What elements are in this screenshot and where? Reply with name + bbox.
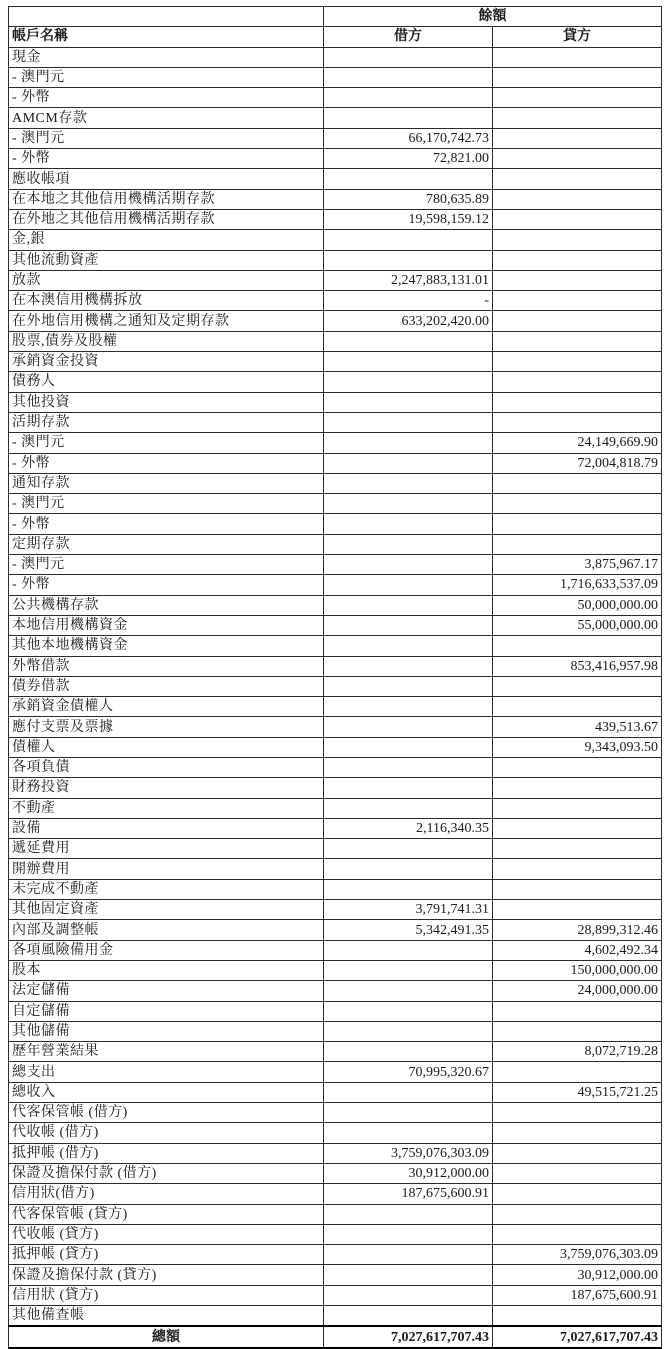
credit-cell [493,270,662,290]
account-name-cell: 總支出 [9,1062,324,1082]
credit-cell: 55,000,000.00 [493,615,662,635]
trial-balance-table [8,6,662,1349]
account-name-cell: 股本 [9,960,324,980]
credit-cell [493,1123,662,1143]
account-name-cell: 代收帳 (借方) [9,1123,324,1143]
debit-cell [324,1285,493,1305]
account-name-cell: 在外地之其他信用機構活期存款 [9,209,324,229]
debit-cell [324,392,493,412]
table-row [9,1306,662,1327]
table-row [9,412,662,432]
account-name-cell: 現金 [9,47,324,67]
table-row [9,1001,662,1021]
table-row [9,473,662,493]
account-name-cell: 放款 [9,270,324,290]
account-name-cell: 在外地信用機構之通知及定期存款 [9,311,324,331]
debit-cell [324,1123,493,1143]
credit-cell [493,676,662,696]
credit-cell [493,1021,662,1041]
debit-cell [324,595,493,615]
credit-cell [493,473,662,493]
credit-cell [493,1204,662,1224]
credit-cell [493,230,662,250]
account-name-cell: - 澳門元 [9,555,324,575]
account-name-cell: 承銷資金債權人 [9,697,324,717]
debit-cell [324,1224,493,1244]
credit-cell: 150,000,000.00 [493,960,662,980]
table-row [9,737,662,757]
table-row [9,250,662,270]
credit-cell [493,88,662,108]
debit-cell: - [324,291,493,311]
credit-cell [493,169,662,189]
table-row [9,331,662,351]
debit-cell [324,88,493,108]
account-name-cell: 各項風險備用金 [9,940,324,960]
table-row [9,940,662,960]
credit-cell [493,697,662,717]
debit-cell [324,859,493,879]
table-row [9,615,662,635]
account-name-cell: 其他固定資產 [9,900,324,920]
credit-cell: 49,515,721.25 [493,1082,662,1102]
account-name-cell: 應收帳項 [9,169,324,189]
table-row [9,1123,662,1143]
debit-cell [324,879,493,899]
account-name-cell: 其他流動資產 [9,250,324,270]
debit-cell: 5,342,491.35 [324,920,493,940]
table-row [9,798,662,818]
table-row [9,818,662,838]
debit-cell [324,615,493,635]
credit-cell [493,757,662,777]
credit-cell: 72,004,818.79 [493,453,662,473]
table-row [9,1082,662,1102]
debit-cell: 19,598,159.12 [324,209,493,229]
table-row [9,1163,662,1183]
table-row [9,1103,662,1123]
debit-cell: 72,821.00 [324,149,493,169]
debit-cell: 2,116,340.35 [324,818,493,838]
credit-cell [493,331,662,351]
debit-cell: 2,247,883,131.01 [324,270,493,290]
account-name-cell: 金,銀 [9,230,324,250]
debit-cell [324,169,493,189]
account-name-cell: - 外幣 [9,88,324,108]
table-row [9,169,662,189]
account-name-cell: 應付支票及票據 [9,717,324,737]
credit-cell: 853,416,957.98 [493,656,662,676]
table-row [9,879,662,899]
credit-cell [493,250,662,270]
table-row [9,311,662,331]
account-name-cell: 財務投資 [9,778,324,798]
debit-cell [324,940,493,960]
account-name-cell: 債權人 [9,737,324,757]
account-name-cell: 內部及調整帳 [9,920,324,940]
table-row [9,1245,662,1265]
trial-balance-sheet [8,6,661,1349]
account-name-cell: 債券借款 [9,676,324,696]
table-row [9,534,662,554]
account-name-cell: 債務人 [9,372,324,392]
account-name-cell: 設備 [9,818,324,838]
account-name-cell: 活期存款 [9,412,324,432]
account-name-cell: - 澳門元 [9,67,324,87]
table-row [9,189,662,209]
debit-cell [324,1265,493,1285]
debit-cell [324,656,493,676]
debit-cell [324,839,493,859]
account-name-cell: 開辦費用 [9,859,324,879]
table-row [9,960,662,980]
credit-cell [493,839,662,859]
debit-cell [324,636,493,656]
credit-cell: 30,912,000.00 [493,1265,662,1285]
debit-cell [324,250,493,270]
table-row [9,778,662,798]
account-name-cell: 其他投資 [9,392,324,412]
debit-cell [324,1204,493,1224]
table-row [9,494,662,514]
credit-cell [493,189,662,209]
table-row [9,453,662,473]
table-row [9,149,662,169]
debit-cell [324,1103,493,1123]
table-row [9,270,662,290]
table-row [9,717,662,737]
table-row [9,1265,662,1285]
credit-cell [493,798,662,818]
credit-cell: 9,343,093.50 [493,737,662,757]
account-name-cell: - 澳門元 [9,433,324,453]
table-row [9,920,662,940]
total-credit: 7,027,617,707.43 [493,1326,662,1348]
table-row [9,676,662,696]
total-row [9,1326,662,1348]
debit-cell [324,981,493,1001]
account-name-cell: 保證及擔保付款 (借方) [9,1163,324,1183]
account-name-cell: 公共機構存款 [9,595,324,615]
debit-cell [324,412,493,432]
account-name-cell: 抵押帳 (借方) [9,1143,324,1163]
credit-cell [493,1062,662,1082]
debit-cell: 3,791,741.31 [324,900,493,920]
credit-cell [493,494,662,514]
account-name-cell: 信用狀 (貸方) [9,1285,324,1305]
debit-cell: 66,170,742.73 [324,128,493,148]
debit-cell: 30,912,000.00 [324,1163,493,1183]
debit-cell: 187,675,600.91 [324,1184,493,1204]
account-name-cell: 各項負債 [9,757,324,777]
table-row [9,392,662,412]
debit-cell [324,555,493,575]
account-name-cell: - 外幣 [9,575,324,595]
table-row [9,291,662,311]
debit-cell [324,534,493,554]
credit-cell [493,412,662,432]
table-row [9,636,662,656]
credit-cell [493,900,662,920]
table-row [9,1224,662,1244]
credit-cell [493,1001,662,1021]
account-name-cell: 股票,債券及股權 [9,331,324,351]
account-name-cell: 未完成不動產 [9,879,324,899]
account-name-cell: 遞延費用 [9,839,324,859]
debit-cell [324,778,493,798]
balance-header: 餘額 [324,7,662,27]
credit-cell [493,67,662,87]
table-row [9,981,662,1001]
credit-cell: 4,602,492.34 [493,940,662,960]
credit-cell [493,372,662,392]
table-row [9,900,662,920]
ledger-body [9,47,662,1326]
table-row [9,656,662,676]
account-name-cell: 自定儲備 [9,1001,324,1021]
debit-cell [324,47,493,67]
debit-cell [324,575,493,595]
debit-cell [324,1001,493,1021]
account-name-cell: 在本地之其他信用機構活期存款 [9,189,324,209]
account-name-cell: 歷年營業結果 [9,1042,324,1062]
table-row [9,1184,662,1204]
table-row [9,555,662,575]
account-name-cell: - 外幣 [9,149,324,169]
account-name-cell: 承銷資金投資 [9,352,324,372]
debit-cell: 780,635.89 [324,189,493,209]
table-row [9,575,662,595]
table-row [9,433,662,453]
debit-cell [324,230,493,250]
credit-cell: 439,513.67 [493,717,662,737]
account-name-cell: 法定儲備 [9,981,324,1001]
credit-cell [493,1224,662,1244]
account-name-cell: 不動產 [9,798,324,818]
debit-cell [324,737,493,757]
account-name-cell: 本地信用機構資金 [9,615,324,635]
credit-cell: 3,875,967.17 [493,555,662,575]
account-name-cell: 總收入 [9,1082,324,1102]
credit-cell [493,778,662,798]
table-row [9,230,662,250]
debit-cell [324,352,493,372]
credit-cell [493,859,662,879]
debit-cell [324,798,493,818]
total-debit: 7,027,617,707.43 [324,1326,493,1348]
credit-cell [493,636,662,656]
debit-cell [324,331,493,351]
credit-cell [493,1163,662,1183]
credit-cell [493,352,662,372]
credit-cell [493,818,662,838]
header-blank-cell [9,7,324,27]
credit-cell: 50,000,000.00 [493,595,662,615]
credit-cell [493,1184,662,1204]
credit-cell [493,879,662,899]
account-name-cell: - 澳門元 [9,128,324,148]
debit-cell [324,960,493,980]
debit-cell [324,433,493,453]
table-row [9,1204,662,1224]
debit-cell [324,514,493,534]
credit-cell [493,311,662,331]
table-row [9,67,662,87]
account-name-cell: 抵押帳 (貸方) [9,1245,324,1265]
debit-cell: 3,759,076,303.09 [324,1143,493,1163]
debit-cell [324,372,493,392]
credit-cell [493,514,662,534]
debit-cell [324,494,493,514]
header-row-balance [9,7,662,27]
credit-cell [493,392,662,412]
table-row [9,108,662,128]
account-name-cell: 代客保管帳 (借方) [9,1103,324,1123]
table-row [9,514,662,534]
account-name-cell: - 外幣 [9,514,324,534]
credit-cell [493,209,662,229]
credit-cell [493,1103,662,1123]
table-row [9,839,662,859]
total-label: 總額 [9,1326,324,1348]
credit-cell: 24,000,000.00 [493,981,662,1001]
credit-cell: 1,716,633,537.09 [493,575,662,595]
debit-cell [324,697,493,717]
table-row [9,697,662,717]
debit-cell [324,717,493,737]
debit-cell [324,1245,493,1265]
table-row [9,372,662,392]
table-row [9,1042,662,1062]
debit-cell [324,108,493,128]
table-row [9,1285,662,1305]
table-row [9,88,662,108]
credit-cell [493,1306,662,1327]
table-row [9,128,662,148]
account-name-cell: - 澳門元 [9,494,324,514]
credit-cell: 3,759,076,303.09 [493,1245,662,1265]
table-row [9,209,662,229]
debit-cell: 633,202,420.00 [324,311,493,331]
debit-cell [324,1306,493,1327]
account-name-cell: AMCM存款 [9,108,324,128]
header-row-columns [9,27,662,47]
account-name-cell: 在本澳信用機構拆放 [9,291,324,311]
table-row [9,352,662,372]
credit-cell [493,128,662,148]
debit-cell [324,676,493,696]
table-row [9,1143,662,1163]
debit-cell: 70,995,320.67 [324,1062,493,1082]
credit-cell: 28,899,312.46 [493,920,662,940]
account-name-cell: - 外幣 [9,453,324,473]
table-row [9,1062,662,1082]
debit-cell [324,453,493,473]
account-name-cell: 通知存款 [9,473,324,493]
account-name-cell: 代收帳 (貸方) [9,1224,324,1244]
account-name-cell: 保證及擔保付款 (貸方) [9,1265,324,1285]
debit-cell [324,1042,493,1062]
account-name-cell: 定期存款 [9,534,324,554]
credit-cell: 187,675,600.91 [493,1285,662,1305]
table-row [9,757,662,777]
credit-cell [493,47,662,67]
debit-cell [324,1021,493,1041]
account-name-cell: 其他儲備 [9,1021,324,1041]
account-name-cell: 其他備查帳 [9,1306,324,1327]
debit-cell [324,473,493,493]
credit-cell [493,534,662,554]
account-name-cell: 代客保管帳 (貸方) [9,1204,324,1224]
credit-cell [493,1143,662,1163]
credit-cell [493,149,662,169]
credit-cell: 24,149,669.90 [493,433,662,453]
table-row [9,595,662,615]
debit-cell [324,1082,493,1102]
credit-header: 貸方 [493,27,662,47]
table-row [9,1021,662,1041]
account-name-cell: 信用狀(借方) [9,1184,324,1204]
table-row [9,859,662,879]
debit-header: 借方 [324,27,493,47]
credit-cell: 8,072,719.28 [493,1042,662,1062]
account-name-cell: 其他本地機構資金 [9,636,324,656]
account-name-header: 帳戶名稱 [9,27,324,47]
account-name-cell: 外幣借款 [9,656,324,676]
debit-cell [324,757,493,777]
credit-cell [493,291,662,311]
table-row [9,47,662,67]
debit-cell [324,67,493,87]
credit-cell [493,108,662,128]
